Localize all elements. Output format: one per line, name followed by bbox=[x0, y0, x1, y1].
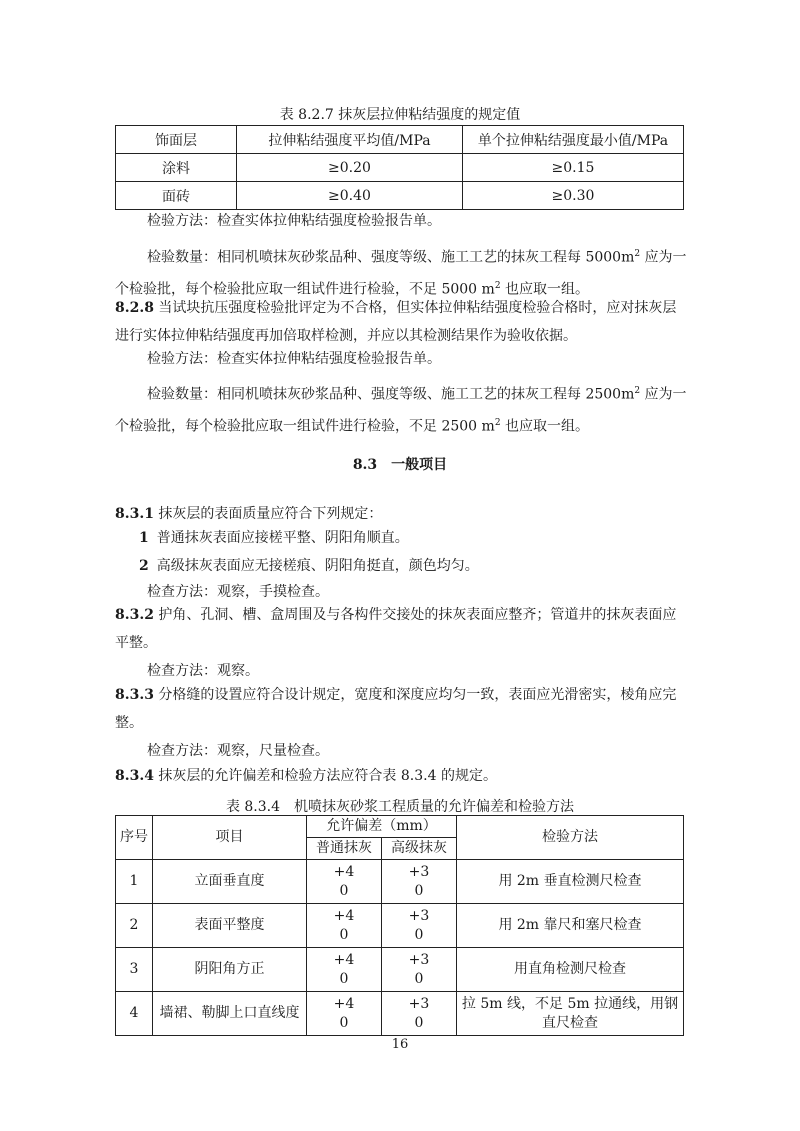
inspection-method-text: 检查方法：观察，尺量检查。 bbox=[147, 743, 329, 759]
clause-8-3-4: 8.3.4 抹灰层的允许偏差和检验方法应符合表 8.3.4 的规定。 bbox=[115, 768, 497, 784]
table-row bbox=[116, 948, 684, 992]
header-cell: 检验方法 bbox=[457, 816, 684, 860]
table-cell: 立面垂直度 bbox=[153, 860, 307, 904]
table-cell: +4 0 bbox=[307, 904, 382, 948]
table-cell: 面砖 bbox=[116, 182, 237, 210]
list-item: 2 高级抹灰表面应无接槎痕、阴阳角挺直，颜色均匀。 bbox=[139, 558, 479, 574]
table-cell: 2 bbox=[116, 904, 153, 948]
table-8-2-7-caption: 表 8.2.7 抹灰层拉伸粘结强度的规定值 bbox=[279, 107, 521, 123]
table-cell: ≥0.40 bbox=[237, 182, 463, 210]
table-cell: +3 0 bbox=[382, 904, 457, 948]
table-cell: +3 0 bbox=[382, 992, 457, 1036]
table-cell: +4 0 bbox=[307, 860, 382, 904]
inspection-quantity-text: 检验数量：相同机喷抹灰砂浆品种、强度等级、施工工艺的抹灰工程每 $5000m^2$ 应为一个检验批，每个检验批应取一组试件进行检验，不足 5000 $m^2$ 也应取一组。 bbox=[115, 249, 687, 298]
table-cell: +4 0 bbox=[307, 992, 382, 1036]
table-cell: 阴阳角方正 bbox=[153, 948, 307, 992]
page-number: 16 bbox=[391, 1037, 409, 1052]
header-cell: 高级抹灰 bbox=[382, 838, 457, 860]
table-cell: 1 bbox=[116, 860, 153, 904]
table-cell: 用 2m 垂直检测尺检查 bbox=[457, 860, 684, 904]
clause-8-3-2: 8.3.2 护角、孔洞、槽、盒周围及与各构件交接处的抹灰表面应整齐；管道井的抹灰表面应平整。 bbox=[115, 607, 677, 651]
table-cell: ≥0.20 bbox=[237, 154, 463, 182]
table-row bbox=[116, 992, 684, 1036]
table-cell: +3 0 bbox=[382, 860, 457, 904]
table-cell: 3 bbox=[116, 948, 153, 992]
header-cell: 饰面层 bbox=[116, 126, 237, 154]
header-cell: 单个拉伸粘结强度最小值/MPa bbox=[463, 126, 684, 154]
header-cell: 拉伸粘结强度平均值/MPa bbox=[237, 126, 463, 154]
table-8-2-7 bbox=[115, 125, 684, 210]
clause-number: 8.2.8 bbox=[115, 300, 154, 316]
inspection-quantity-text: 检验数量：相同机喷抹灰砂浆品种、强度等级、施工工艺的抹灰工程每 $2500m^2$ 应为一个检验批，每个检验批应取一组试件进行检验，不足 2500 $m^2$ 也应取一组。 bbox=[115, 386, 687, 435]
table-cell: ≥0.30 bbox=[463, 182, 684, 210]
clause-8-3-1: 8.3.1 抹灰层的表面质量应符合下列规定： bbox=[115, 506, 383, 522]
table-cell: 用直角检测尺检查 bbox=[457, 948, 684, 992]
table-cell: 涂料 bbox=[116, 154, 237, 182]
table-cell: +4 0 bbox=[307, 948, 382, 992]
table-cell: 4 bbox=[116, 992, 153, 1036]
inspection-method-text: 检查方法：观察，手摸检查。 bbox=[147, 584, 329, 600]
inspection-method-text: 检验方法：检查实体拉伸粘结强度检验报告单。 bbox=[147, 351, 441, 367]
table-header-row bbox=[116, 126, 684, 154]
table-cell: 表面平整度 bbox=[153, 904, 307, 948]
table-8-3-4-caption: 表 8.3.4 机喷抹灰砂浆工程质量的允许偏差和检验方法 bbox=[225, 799, 575, 815]
table-header-row bbox=[116, 816, 684, 838]
section-heading: 8.3 一般项目 bbox=[352, 457, 448, 473]
table-cell: 墙裙、勒脚上口直线度 bbox=[153, 992, 307, 1036]
list-item: 1 普通抹灰表面应接槎平整、阴阳角顺直。 bbox=[139, 530, 409, 546]
header-cell: 项目 bbox=[153, 816, 307, 860]
table-cell: ≥0.15 bbox=[463, 154, 684, 182]
table-cell: 拉 5m 线，不足 5m 拉通线，用钢直尺检查 bbox=[457, 992, 684, 1036]
clause-8-2-8: 8.2.8 当试块抗压强度检验批评定为不合格，但实体拉伸粘结强度检验合格时，应对抹灰层进行实体拉伸粘结强度再加倍取样检测，并应以其检测结果作为验收依据。 bbox=[115, 300, 677, 344]
inspection-method-text: 检查方法：观察。 bbox=[147, 663, 259, 679]
table-row bbox=[116, 154, 684, 182]
table-cell: +3 0 bbox=[382, 948, 457, 992]
table-cell: 用 2m 靠尺和塞尺检查 bbox=[457, 904, 684, 948]
header-cell: 允许偏差（mm） bbox=[307, 816, 457, 838]
table-row bbox=[116, 904, 684, 948]
clause-8-3-3: 8.3.3 分格缝的设置应符合设计规定，宽度和深度应均匀一致，表面应光滑密实，棱角应完整。 bbox=[115, 687, 677, 731]
header-cell: 序号 bbox=[116, 816, 153, 860]
table-row bbox=[116, 860, 684, 904]
table-8-3-4 bbox=[115, 815, 684, 1036]
header-cell: 普通抹灰 bbox=[307, 838, 382, 860]
table-row bbox=[116, 182, 684, 210]
inspection-method-text: 检验方法：检查实体拉伸粘结强度检验报告单。 bbox=[147, 213, 441, 229]
